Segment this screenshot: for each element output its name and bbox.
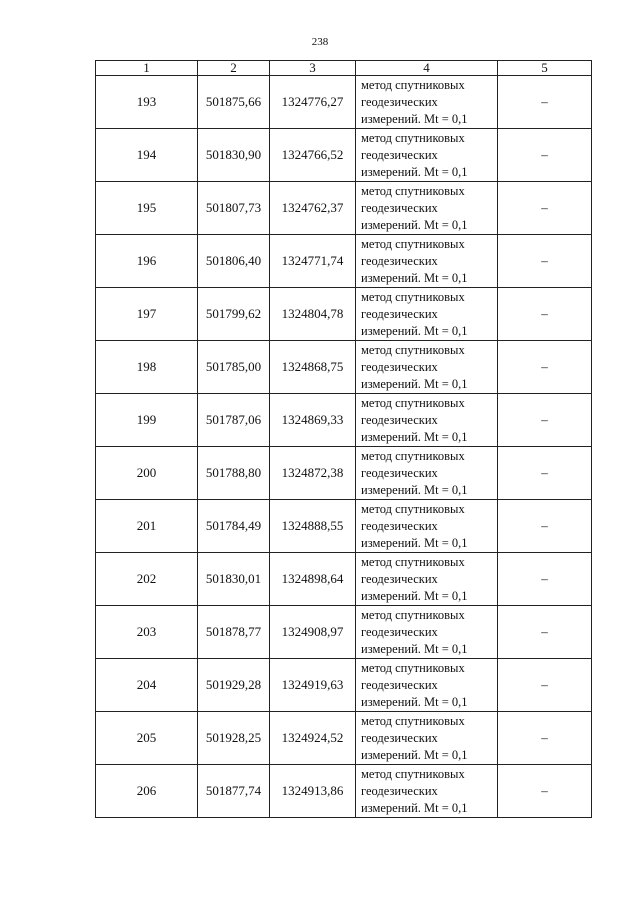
table-row — [96, 447, 592, 500]
method-text-line: геодезических — [361, 94, 438, 109]
x-coordinate-cell: 501875,66 — [198, 76, 270, 129]
method-cell — [356, 76, 498, 129]
point-number-cell: 199 — [96, 394, 198, 447]
table-row — [96, 76, 592, 129]
method-text-line: метод спутниковых — [361, 607, 465, 622]
x-coordinate-cell: 501785,00 — [198, 341, 270, 394]
x-coordinate-cell: 501929,28 — [198, 659, 270, 712]
point-number-cell: 204 — [96, 659, 198, 712]
point-number-cell: 194 — [96, 129, 198, 182]
x-coordinate-cell: 501928,25 — [198, 712, 270, 765]
point-number-cell: 205 — [96, 712, 198, 765]
point-number-cell: 195 — [96, 182, 198, 235]
table-row — [96, 500, 592, 553]
table-row — [96, 606, 592, 659]
y-coordinate-cell: 1324766,52 — [270, 129, 356, 182]
column-5-cell: – — [498, 288, 592, 341]
method-text-line: геодезических — [361, 730, 438, 745]
method-text-line: измерений. Mt = 0,1 — [361, 376, 468, 391]
page-number: 238 — [311, 36, 329, 48]
x-coordinate-cell: 501788,80 — [198, 447, 270, 500]
table-header-row — [96, 61, 592, 76]
table-row — [96, 394, 592, 447]
method-cell — [356, 182, 498, 235]
column-header: 5 — [498, 61, 592, 76]
method-text-line: геодезических — [361, 465, 438, 480]
y-coordinate-cell: 1324804,78 — [270, 288, 356, 341]
column-header: 4 — [356, 61, 498, 76]
method-cell — [356, 341, 498, 394]
column-5-cell: – — [498, 500, 592, 553]
table-row — [96, 182, 592, 235]
x-coordinate-cell: 501799,62 — [198, 288, 270, 341]
method-text-line: измерений. Mt = 0,1 — [361, 535, 468, 550]
method-text-line: метод спутниковых — [361, 713, 465, 728]
method-text-line: измерений. Mt = 0,1 — [361, 588, 468, 603]
x-coordinate-cell: 501787,06 — [198, 394, 270, 447]
method-text-line: измерений. Mt = 0,1 — [361, 429, 468, 444]
table-row — [96, 129, 592, 182]
table-row — [96, 235, 592, 288]
x-coordinate-cell: 501784,49 — [198, 500, 270, 553]
point-number-cell: 197 — [96, 288, 198, 341]
point-number-cell: 206 — [96, 765, 198, 818]
method-cell — [356, 659, 498, 712]
method-cell — [356, 235, 498, 288]
y-coordinate-cell: 1324872,38 — [270, 447, 356, 500]
method-text-line: измерений. Mt = 0,1 — [361, 323, 468, 338]
y-coordinate-cell: 1324869,33 — [270, 394, 356, 447]
method-text-line: измерений. Mt = 0,1 — [361, 747, 468, 762]
method-text-line: геодезических — [361, 518, 438, 533]
method-text-line: метод спутниковых — [361, 660, 465, 675]
method-text-line: геодезических — [361, 306, 438, 321]
method-text-line: метод спутниковых — [361, 183, 465, 198]
method-text-line: геодезических — [361, 783, 438, 798]
method-cell — [356, 765, 498, 818]
column-5-cell: – — [498, 712, 592, 765]
x-coordinate-cell: 501830,90 — [198, 129, 270, 182]
x-coordinate-cell: 501830,01 — [198, 553, 270, 606]
x-coordinate-cell: 501806,40 — [198, 235, 270, 288]
method-text-line: метод спутниковых — [361, 77, 465, 92]
y-coordinate-cell: 1324762,37 — [270, 182, 356, 235]
column-5-cell: – — [498, 765, 592, 818]
y-coordinate-cell: 1324868,75 — [270, 341, 356, 394]
point-number-cell: 200 — [96, 447, 198, 500]
column-5-cell: – — [498, 129, 592, 182]
column-5-cell: – — [498, 447, 592, 500]
method-cell — [356, 447, 498, 500]
method-text-line: метод спутниковых — [361, 395, 465, 410]
y-coordinate-cell: 1324924,52 — [270, 712, 356, 765]
method-text-line: метод спутниковых — [361, 289, 465, 304]
method-text-line: геодезических — [361, 147, 438, 162]
column-header: 1 — [96, 61, 198, 76]
column-5-cell: – — [498, 76, 592, 129]
point-number-cell: 202 — [96, 553, 198, 606]
method-cell — [356, 712, 498, 765]
method-text-line: измерений. Mt = 0,1 — [361, 111, 468, 126]
y-coordinate-cell: 1324908,97 — [270, 606, 356, 659]
method-text-line: геодезических — [361, 624, 438, 639]
table-row — [96, 288, 592, 341]
coordinates-table — [95, 60, 592, 818]
table-row — [96, 659, 592, 712]
method-text-line: метод спутниковых — [361, 342, 465, 357]
method-text-line: измерений. Mt = 0,1 — [361, 641, 468, 656]
point-number-cell: 196 — [96, 235, 198, 288]
method-text-line: геодезических — [361, 200, 438, 215]
method-text-line: метод спутниковых — [361, 236, 465, 251]
method-text-line: метод спутниковых — [361, 448, 465, 463]
method-text-line: метод спутниковых — [361, 130, 465, 145]
method-cell — [356, 606, 498, 659]
table-row — [96, 712, 592, 765]
method-cell — [356, 553, 498, 606]
column-5-cell: – — [498, 341, 592, 394]
method-text-line: измерений. Mt = 0,1 — [361, 270, 468, 285]
point-number-cell: 201 — [96, 500, 198, 553]
point-number-cell: 203 — [96, 606, 198, 659]
method-cell — [356, 288, 498, 341]
column-header: 2 — [198, 61, 270, 76]
method-text-line: измерений. Mt = 0,1 — [361, 800, 468, 815]
method-cell — [356, 500, 498, 553]
method-text-line: измерений. Mt = 0,1 — [361, 482, 468, 497]
y-coordinate-cell: 1324898,64 — [270, 553, 356, 606]
column-5-cell: – — [498, 659, 592, 712]
table-body — [96, 76, 592, 818]
method-text-line: геодезических — [361, 571, 438, 586]
method-text-line: метод спутниковых — [361, 501, 465, 516]
table-row — [96, 765, 592, 818]
column-5-cell: – — [498, 235, 592, 288]
method-text-line: измерений. Mt = 0,1 — [361, 164, 468, 179]
column-5-cell: – — [498, 553, 592, 606]
column-5-cell: – — [498, 606, 592, 659]
method-text-line: геодезических — [361, 677, 438, 692]
table-row — [96, 553, 592, 606]
table-row — [96, 341, 592, 394]
y-coordinate-cell: 1324776,27 — [270, 76, 356, 129]
method-text-line: метод спутниковых — [361, 766, 465, 781]
method-cell — [356, 129, 498, 182]
y-coordinate-cell: 1324913,86 — [270, 765, 356, 818]
method-text-line: геодезических — [361, 253, 438, 268]
x-coordinate-cell: 501807,73 — [198, 182, 270, 235]
x-coordinate-cell: 501878,77 — [198, 606, 270, 659]
column-header: 3 — [270, 61, 356, 76]
y-coordinate-cell: 1324888,55 — [270, 500, 356, 553]
method-text-line: геодезических — [361, 359, 438, 374]
point-number-cell: 198 — [96, 341, 198, 394]
method-text-line: измерений. Mt = 0,1 — [361, 217, 468, 232]
x-coordinate-cell: 501877,74 — [198, 765, 270, 818]
point-number-cell: 193 — [96, 76, 198, 129]
method-text-line: геодезических — [361, 412, 438, 427]
column-5-cell: – — [498, 394, 592, 447]
y-coordinate-cell: 1324771,74 — [270, 235, 356, 288]
y-coordinate-cell: 1324919,63 — [270, 659, 356, 712]
method-text-line: измерений. Mt = 0,1 — [361, 694, 468, 709]
method-text-line: метод спутниковых — [361, 554, 465, 569]
column-5-cell: – — [498, 182, 592, 235]
method-cell — [356, 394, 498, 447]
